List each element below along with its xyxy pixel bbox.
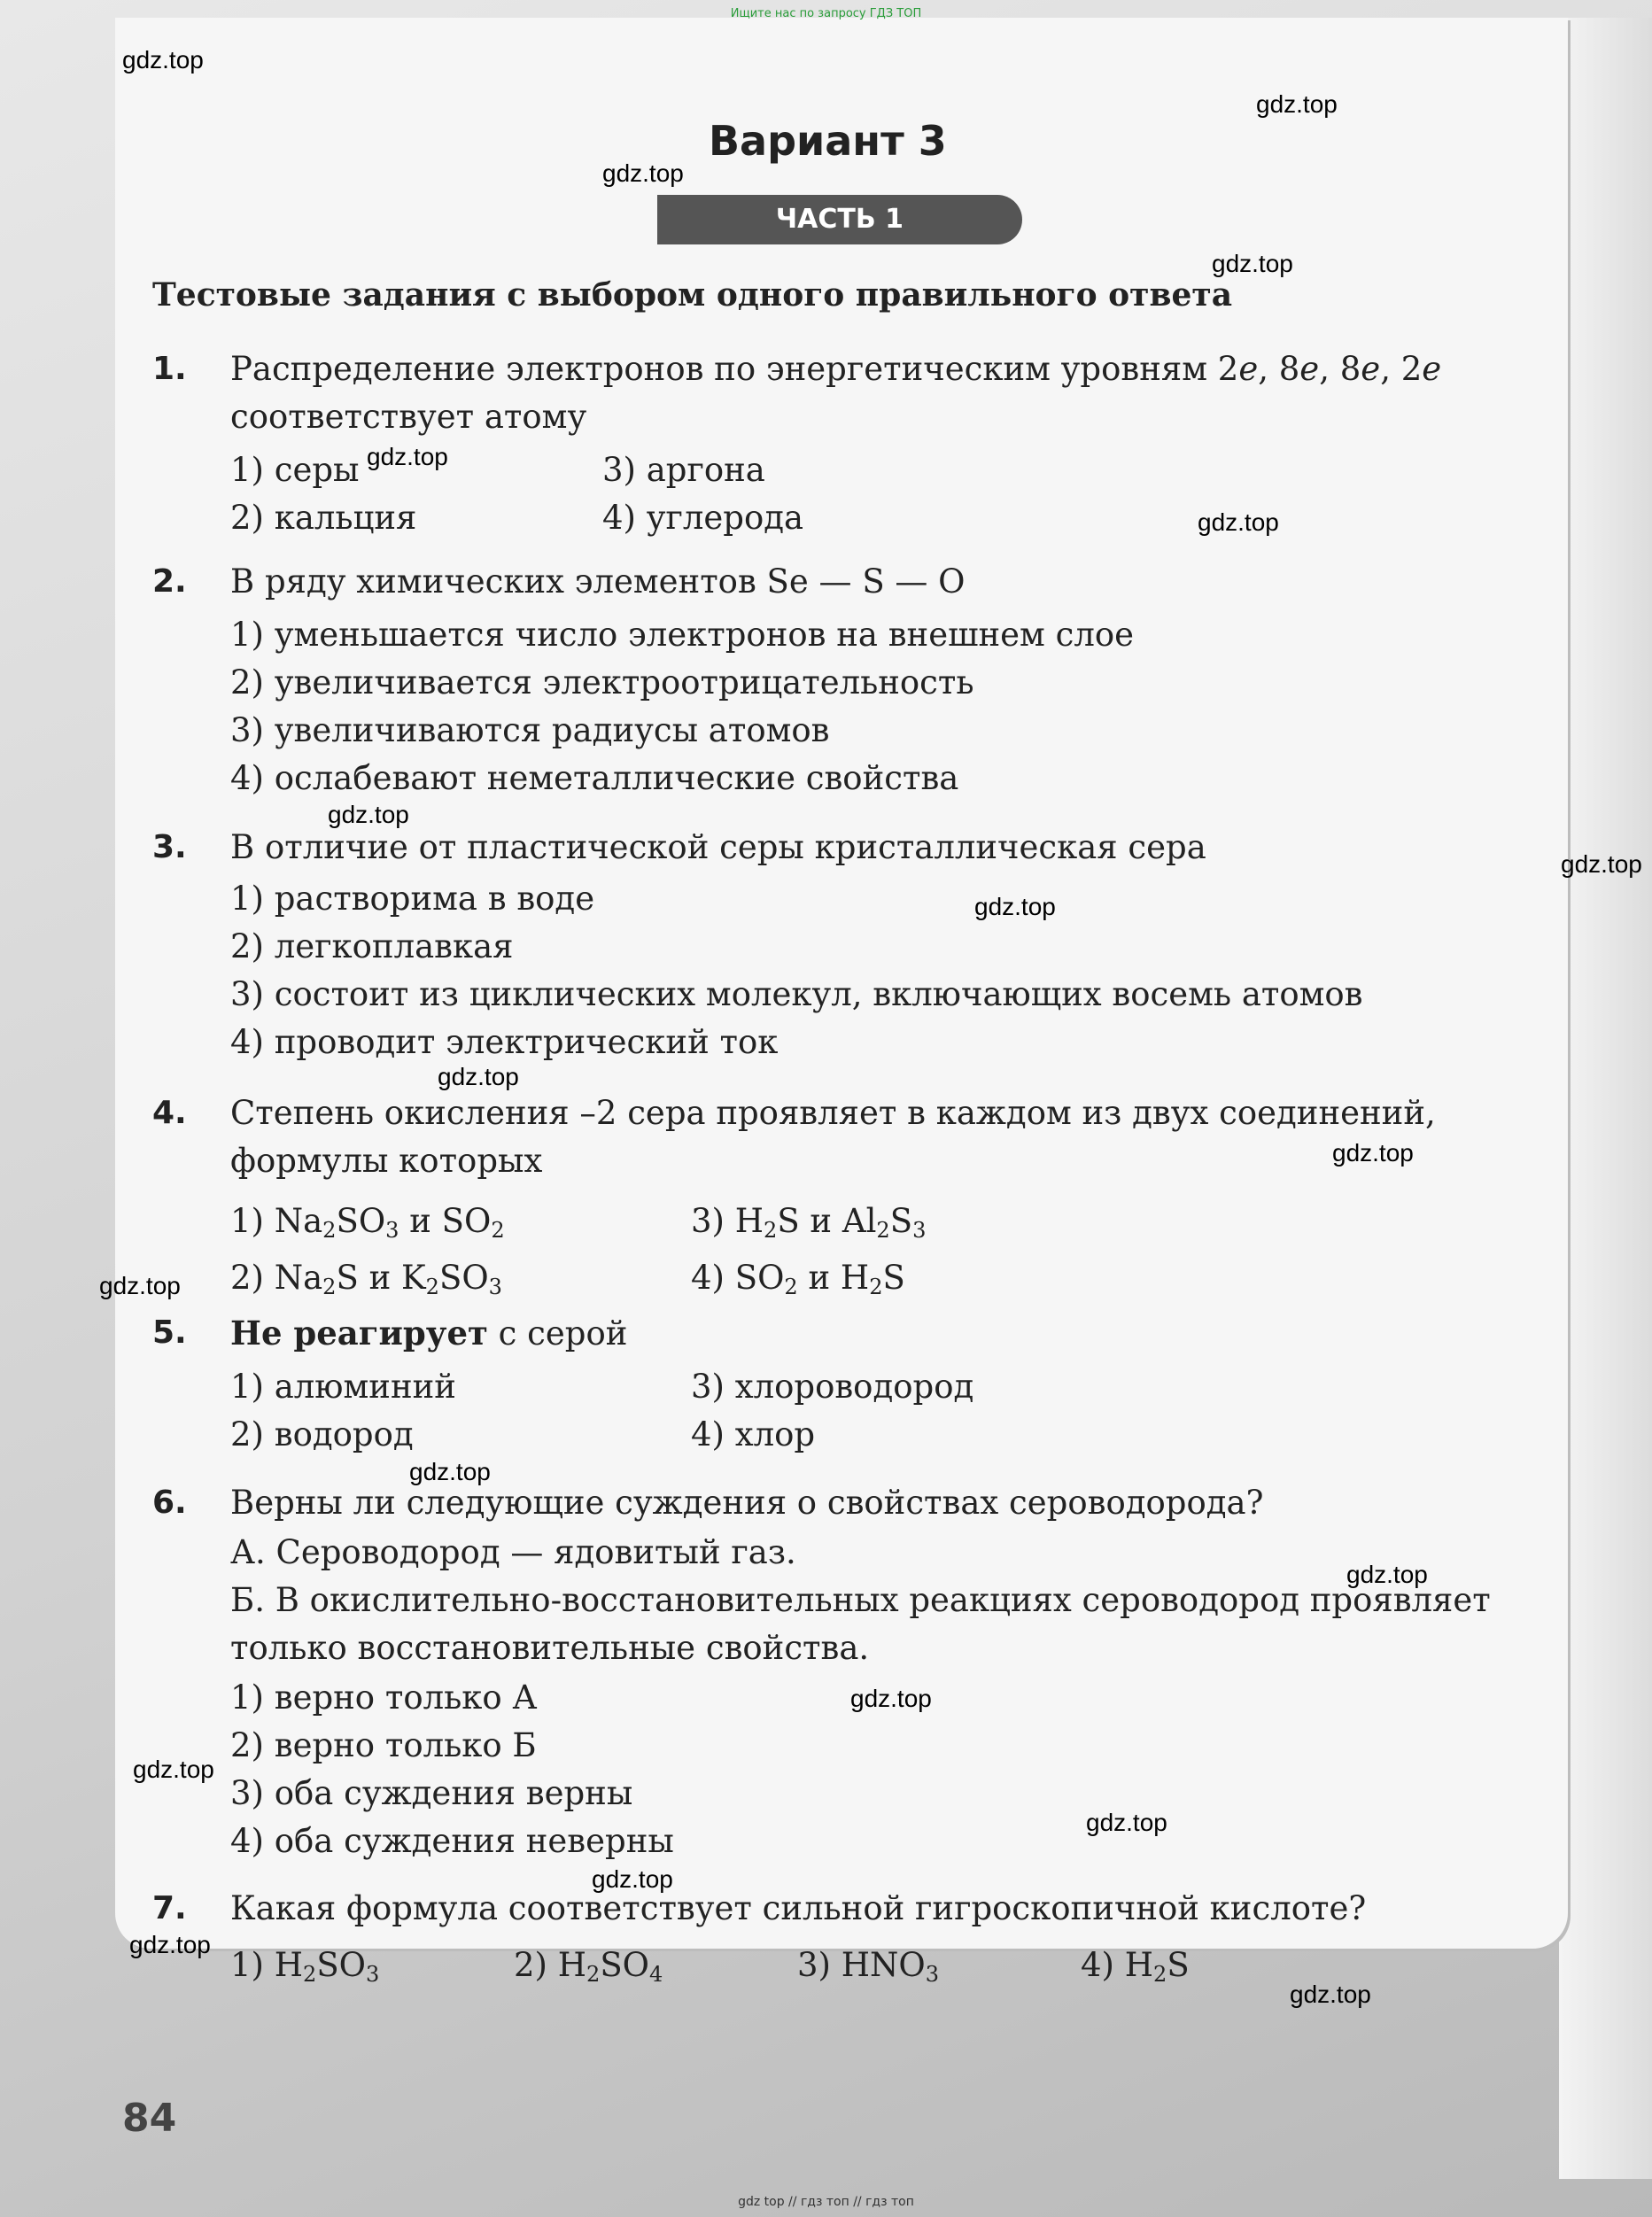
option: 2) водород	[230, 1415, 414, 1453]
watermark: gdz.top	[99, 1272, 181, 1299]
question-1	[152, 345, 1552, 542]
statement: А. Сероводород — ядовитый газ.	[230, 1533, 796, 1571]
option: 2) легкоплавкая	[230, 927, 514, 965]
watermark: gdz.top	[129, 1931, 211, 1958]
question-text: Какая формула соответствует сильной гигроскопичной кислоте?	[230, 1889, 1367, 1927]
option: 1) растворима в воде	[230, 880, 595, 918]
option: 3) $HNO_3$	[797, 1946, 940, 1987]
question-text: Распределение электронов по энергетическим уровням 2e, 8e, 8e, 2e соответствует атому	[230, 350, 1442, 436]
question-2	[152, 558, 1552, 802]
question-number: 6.	[152, 1484, 187, 1521]
options	[230, 1363, 1541, 1459]
option: 2) $H_2SO_4$	[514, 1946, 663, 1987]
watermark: gdz.top	[122, 46, 204, 74]
option: 2) верно только Б	[230, 1726, 537, 1764]
options	[230, 875, 1541, 1066]
watermark: gdz.top	[328, 801, 409, 828]
question-text: В отличие от пластической серы кристаллическая сера	[230, 828, 1206, 866]
option: 3) состоит из циклических молекул, включающих восемь атомов	[230, 975, 1363, 1013]
question-text-bold: Не реагирует	[230, 1314, 488, 1353]
watermark: gdz.top	[1332, 1139, 1414, 1167]
watermark: gdz.top	[1198, 508, 1279, 536]
option: 4) хлор	[691, 1415, 816, 1453]
option: 1) уменьшается число электронов на внешнем слое	[230, 616, 1134, 654]
footer-notice: gdz top // гдз топ // гдз топ	[738, 2195, 914, 2209]
question-4	[152, 1089, 1552, 1311]
question-text	[230, 1309, 1541, 1358]
watermark: gdz.top	[1212, 250, 1293, 277]
watermark: gdz.top	[1256, 90, 1338, 118]
watermark: gdz.top	[133, 1756, 214, 1783]
option: 3) увеличиваются радиусы атомов	[230, 711, 830, 749]
question-text: В ряду химических элементов Se — S — O	[230, 562, 966, 601]
option: 4) $H_2S$	[1081, 1946, 1190, 1987]
option: 3) аргона	[602, 451, 765, 489]
watermark: gdz.top	[602, 159, 684, 187]
question-text: Верны ли следующие суждения о свойствах сероводорода?	[230, 1484, 1264, 1522]
question-number: 4.	[152, 1095, 187, 1131]
options	[230, 1198, 1541, 1311]
question-number: 2.	[152, 563, 187, 600]
watermark: gdz.top	[1561, 850, 1642, 878]
option: 1) алюминий	[230, 1368, 456, 1406]
option: 2) кальция	[230, 499, 417, 537]
watermark: gdz.top	[1290, 1981, 1371, 2008]
watermark: gdz.top	[367, 443, 448, 470]
option: 1) серы	[230, 451, 360, 489]
part-banner: ЧАСТЬ 1	[657, 195, 1022, 244]
statement: Б. В окислительно-восстановительных реакциях сероводород проявляет только восстановительные свойства.	[230, 1581, 1491, 1667]
header-notice: Ищите нас по запросу ГДЗ ТОП	[730, 7, 922, 20]
option: 3) $H_2S$ и $Al_2S_3$	[691, 1202, 927, 1243]
watermark: gdz.top	[592, 1865, 673, 1893]
option: 2) $Na_2S$ и $K_2SO_3$	[230, 1259, 502, 1299]
watermark: gdz.top	[850, 1685, 932, 1712]
watermark: gdz.top	[438, 1063, 519, 1090]
option: 2) увеличивается электроотрицательность	[230, 663, 974, 702]
adjacent-page-edge	[1559, 18, 1652, 2179]
option: 4) углерода	[602, 499, 804, 537]
option: 1) $H_2SO_3$	[230, 1946, 380, 1987]
question-number: 3.	[152, 829, 187, 865]
option: 3) хлороводород	[691, 1368, 974, 1406]
question-number: 5.	[152, 1314, 187, 1351]
question-5	[152, 1309, 1552, 1459]
section-heading: Тестовые задания с выбором одного правильного ответа	[152, 276, 1233, 314]
watermark: gdz.top	[1086, 1809, 1167, 1836]
option: 4) $SO_2$ и $H_2S$	[691, 1259, 905, 1299]
watermark: gdz.top	[974, 893, 1056, 920]
watermark: gdz.top	[409, 1458, 491, 1485]
page-number: 84	[122, 2096, 177, 2141]
question-3	[152, 824, 1552, 1066]
question-6	[152, 1479, 1552, 1865]
option: 4) ослабевают неметаллические свойства	[230, 759, 959, 797]
question-text-rest: с серой	[498, 1314, 628, 1353]
question-number: 1.	[152, 351, 187, 387]
variant-title: Вариант 3	[709, 117, 947, 165]
watermark: gdz.top	[1346, 1561, 1428, 1588]
option: 4) оба суждения неверны	[230, 1822, 674, 1860]
option: 1) $Na_2SO_3$ и $SO_2$	[230, 1202, 505, 1243]
question-number: 7.	[152, 1890, 187, 1926]
option: 3) оба суждения верны	[230, 1774, 633, 1812]
option: 1) верно только А	[230, 1678, 538, 1717]
option: 4) проводит электрический ток	[230, 1023, 779, 1061]
options	[230, 611, 1541, 802]
question-text: Степень окисления –2 сера проявляет в каждом из двух соединений, формулы которых	[230, 1094, 1436, 1180]
